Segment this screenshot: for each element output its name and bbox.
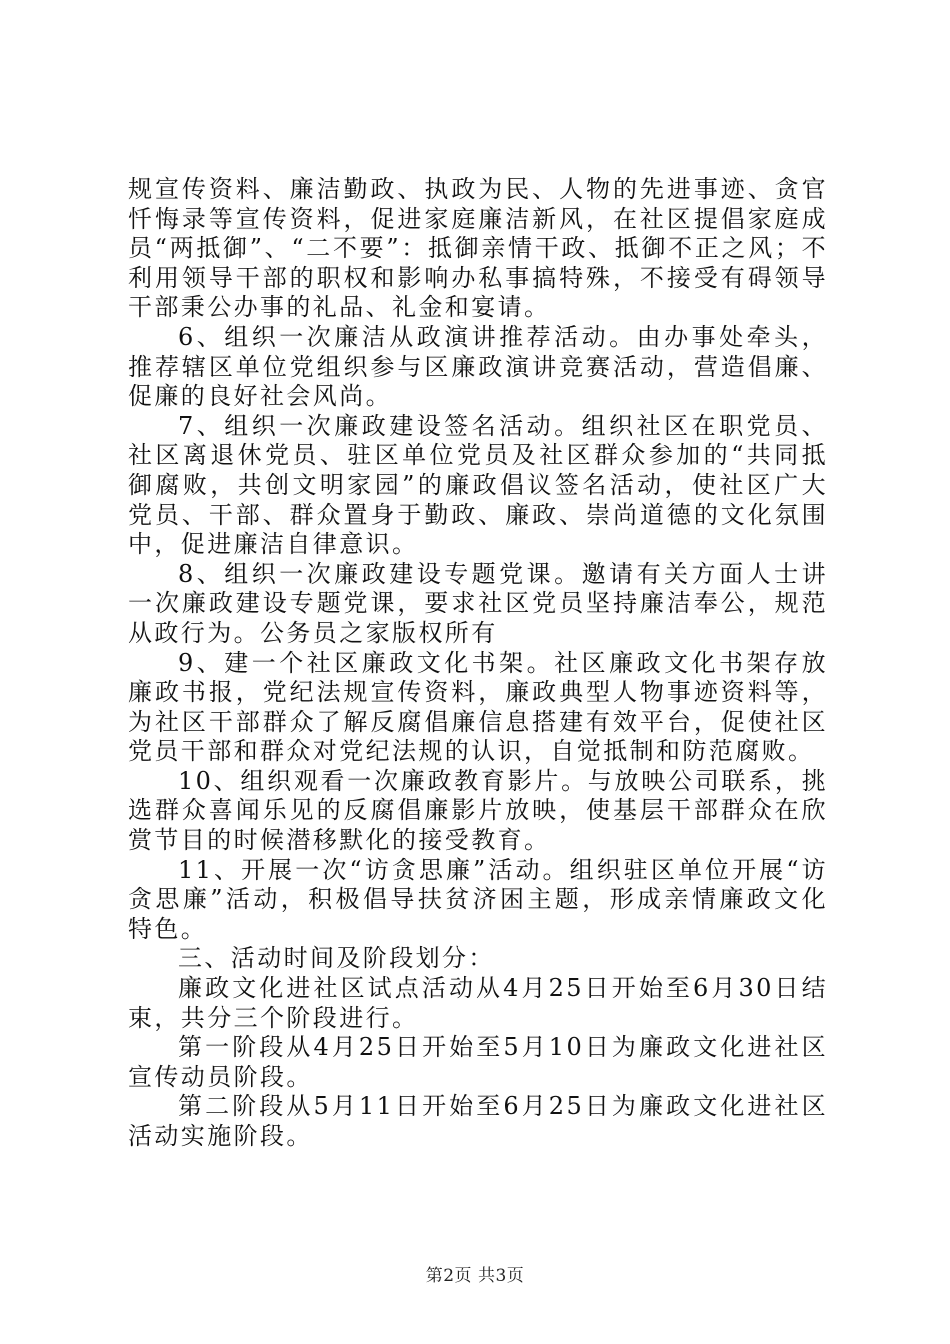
paragraph-item-8: 8、组织一次廉政建设专题党课。邀请有关方面人士讲一次廉政建设专题党课，要求社区党员坚持廉洁奉公，规范从政行为。公务员之家版权所有 xyxy=(128,559,828,647)
paragraph-item-6: 6、组织一次廉洁从政演讲推荐活动。由办事处牵头，推荐辖区单位党组织参与区廉政演讲竞赛活动，营造倡廉、促廉的良好社会风尚。 xyxy=(128,322,828,411)
page-footer xyxy=(0,1266,950,1286)
paragraph-item-10: 10、组织观看一次廉政教育影片。与放映公司联系，挑选群众喜闻乐见的反腐倡廉影片放映，使基层干部群众在欣赏节目的时候潜移默化的接受教育。 xyxy=(128,766,828,855)
paragraph-phase-1: 第一阶段从4月25日开始至5月10日为廉政文化进社区宣传动员阶段。 xyxy=(128,1033,828,1091)
paragraph-item-11: 11、开展一次“访贪思廉”活动。组织驻区单位开展“访贪思廉”活动，积极倡导扶贫济困主题，形成亲情廉政文化特色。 xyxy=(128,855,828,943)
paragraph-continuation: 规宣传资料、廉洁勤政、执政为民、人物的先进事迹、贪官忏悔录等宣传资料，促进家庭廉洁新风，在社区提倡家庭成员“两抵御”、“二不要”：抵御亲情干政、抵御不正之风；不利用领导干部的职权和影响办私事搞特殊，不接受有碍领导干部秉公办事的礼品、礼金和宴请。 xyxy=(128,175,828,322)
paragraph-schedule-overview: 廉政文化进社区试点活动从4月25日开始至6月30日结束，共分三个阶段进行。 xyxy=(128,974,828,1032)
section-heading-3: 三、活动时间及阶段划分： xyxy=(178,944,495,973)
page-number: 第2页 共3页 xyxy=(425,1266,525,1286)
paragraph-item-9: 9、建一个社区廉政文化书架。社区廉政文化书架存放廉政书报，党纪法规宣传资料，廉政典型人物事迹资料等，为社区干部群众了解反腐倡廉信息搭建有效平台，促使社区党员干部和群众对党纪法规的认识，自觉抵制和防范腐败。 xyxy=(128,648,828,766)
paragraph-phase-2: 第二阶段从5月11日开始至6月25日为廉政文化进社区活动实施阶段。 xyxy=(128,1092,828,1150)
document-body xyxy=(128,175,828,1152)
paragraph-item-7: 7、组织一次廉政建设签名活动。组织社区在职党员、社区离退休党员、驻区单位党员及社区群众参加的“共同抵御腐败，共创文明家园”的廉政倡议签名活动，使社区广大党员、干部、群众置身于勤政、廉政、崇尚道德的文化氛围中，促进廉洁自律意识。 xyxy=(128,411,828,559)
